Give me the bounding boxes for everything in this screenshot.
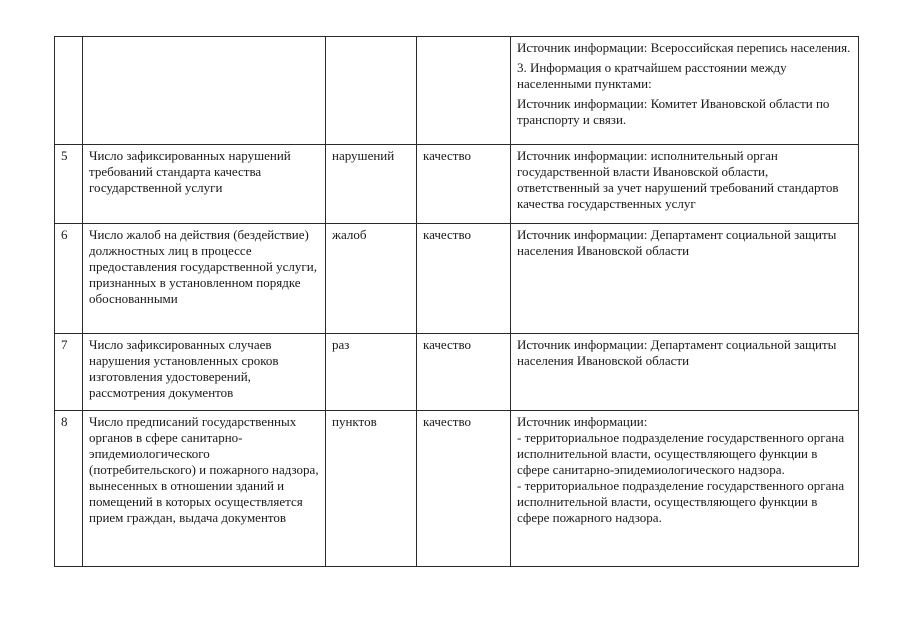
indicator-name: Число жалоб на действия (бездействие) должностных лиц в процессе предоставления государственной услуги, признанных в установленном порядке обоснованными <box>83 224 326 334</box>
row-number: 5 <box>55 145 83 224</box>
table-row <box>55 145 859 224</box>
row-number: 8 <box>55 411 83 567</box>
row-number: 6 <box>55 224 83 334</box>
info-source <box>511 37 859 145</box>
source-line: - территориальное подразделение государственного органа исполнительной власти, осуществляющего функции в сфере пожарного надзора. <box>517 478 845 525</box>
source-line: - территориальное подразделение государственного органа исполнительной власти, осуществляющего функции в сфере санитарно-эпидемиологического надзора. <box>517 430 845 477</box>
unit-of-measure: пунктов <box>326 411 417 567</box>
indicator-type: качество <box>417 224 511 334</box>
unit-of-measure <box>326 37 417 145</box>
unit-of-measure: нарушений <box>326 145 417 224</box>
source-line: Источник информации: <box>517 414 648 429</box>
row-number <box>55 37 83 145</box>
source-line: Источник информации: Комитет Ивановской области по транспорту и связи. <box>517 96 830 127</box>
info-source <box>511 334 859 411</box>
table-row <box>55 411 859 567</box>
source-line: Источник информации: Всероссийская перепись населения. <box>517 40 851 55</box>
indicator-name: Число предписаний государственных органов в сфере санитарно-эпидемиологического (потребительского) и пожарного надзора, вынесенных в отношении зданий и помещений в которых осуществляется прием граждан, выдача документов <box>83 411 326 567</box>
source-line: Источник информации: Департамент социальной защиты населения Ивановской области <box>517 227 837 258</box>
info-source <box>511 224 859 334</box>
info-source <box>511 411 859 567</box>
indicator-name: Число зафиксированных случаев нарушения установленных сроков изготовления удостоверений, рассмотрения документов <box>83 334 326 411</box>
indicator-type <box>417 37 511 145</box>
indicator-name: Число зафиксированных нарушений требований стандарта качества государственной услуги <box>83 145 326 224</box>
source-line: Источник информации: исполнительный орган государственной власти Ивановской области, ответственный за учет нарушений требований стандартов качества государственных услуг <box>517 148 839 211</box>
row-number: 7 <box>55 334 83 411</box>
indicators-table <box>54 36 859 567</box>
source-line: 3. Информация о кратчайшем расстоянии между населенными пунктами: <box>517 60 787 91</box>
unit-of-measure: раз <box>326 334 417 411</box>
indicator-type: качество <box>417 411 511 567</box>
table-row <box>55 224 859 334</box>
indicator-type: качество <box>417 145 511 224</box>
indicator-name <box>83 37 326 145</box>
unit-of-measure: жалоб <box>326 224 417 334</box>
table-row <box>55 334 859 411</box>
table-row <box>55 37 859 145</box>
source-line: Источник информации: Департамент социальной защиты населения Ивановской области <box>517 337 837 368</box>
indicator-type: качество <box>417 334 511 411</box>
info-source <box>511 145 859 224</box>
